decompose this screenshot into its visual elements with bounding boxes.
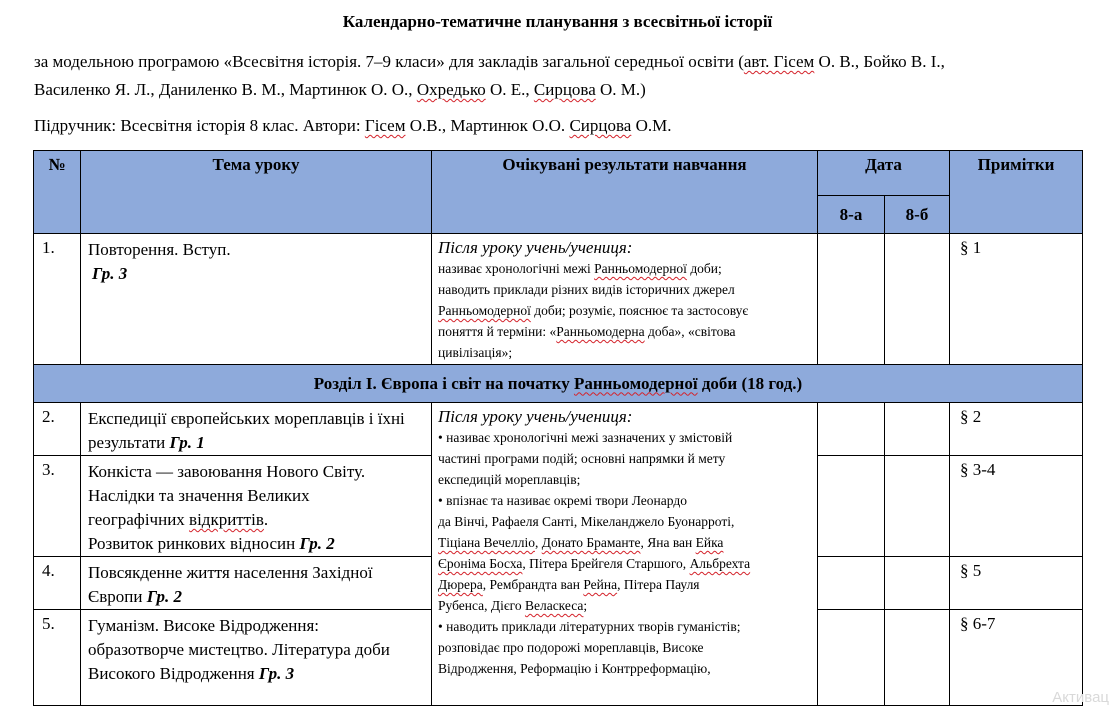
- activation-watermark: Активац: [1052, 689, 1109, 706]
- header-num: №: [34, 151, 81, 234]
- plan-table: [33, 150, 1083, 706]
- header-date-8a: 8-а: [818, 196, 885, 234]
- textbook-line: Підручник: Всесвітня історія 8 клас. Автори: Гісем О.В., Мартинюк О.О. Сирцова О.М.: [34, 116, 672, 135]
- row-topic: Повсякденне життя населення Західної Європи Гр. 2: [81, 557, 432, 610]
- intro-line-2: Василенко Я. Л., Даниленко В. М., Мартинюк О. О., Охредько О. Е., Сирцова О. М.): [34, 80, 646, 99]
- date-cell-8b: [885, 403, 950, 456]
- row-number: 2.: [34, 403, 81, 456]
- row-number: 5.: [34, 610, 81, 706]
- group-label: Гр. 2: [299, 534, 335, 553]
- row-topic: Експедиції європейських мореплавців і їхні результати Гр. 1: [81, 403, 432, 456]
- intro-line-1: за модельною програмою «Всесвітня історія. 7–9 класи» для закладів загальної середньої освіти (авт. Гісем О. В., Бойко В. І.,: [34, 52, 945, 71]
- row-note: § 3-4: [950, 456, 1083, 557]
- merged-results: Після уроку учень/учениця: • називає хронологічні межі зазначених у змістовій частині програми подій; основні напрямки й мету експедицій мореплавців; • впізнає та називає окремі твори Леонардо да Вінчі, Рафаеля Санті, Мікеланджело Буонарроті, Тіціана Вечелліо, Донато Браманте, Яна ван Ейка Єроніма Босха, Пітера Брейгеля Старшого, Альбрехта Дюрера, Рембрандта ван Рейна, Пітера Пауля Рубенса, Дієго Веласкеса; • наводить приклади літературних творів гуманістів; розповідає про подорожі мореплавців, Високе Відродження, Реформацію і Контрреформацію,: [432, 403, 818, 706]
- row-number: 4.: [34, 557, 81, 610]
- date-cell-8b: [885, 557, 950, 610]
- date-cell-8a: [818, 610, 885, 706]
- table-row: [34, 403, 1083, 456]
- row-topic: Гуманізм. Високе Відродження: образотворче мистецтво. Література доби Високого Відродження Гр. 3: [81, 610, 432, 706]
- date-cell-8b: [885, 234, 950, 365]
- header-date-8b: 8-б: [885, 196, 950, 234]
- row-note: § 6-7: [950, 610, 1083, 706]
- row-topic: Конкіста — завоювання Нового Світу. Наслідки та значення Великих географічних відкриттів. Розвиток ринкових відносин Гр. 2: [81, 456, 432, 557]
- group-label: Гр. 1: [169, 433, 205, 452]
- date-cell-8b: [885, 456, 950, 557]
- date-cell-8b: [885, 610, 950, 706]
- date-cell-8a: [818, 234, 885, 365]
- date-cell-8a: [818, 557, 885, 610]
- header-row: [34, 151, 1083, 196]
- row-number: 1.: [34, 234, 81, 365]
- section-title: Розділ І. Європа і світ на початку Ранньомодерної доби (18 год.): [34, 365, 1083, 403]
- group-label: Гр. 3: [258, 664, 295, 683]
- group-label: Гр. 3: [92, 264, 128, 283]
- group-label: Гр. 2: [146, 587, 182, 606]
- row-number: 3.: [34, 456, 81, 557]
- row-note: § 2: [950, 403, 1083, 456]
- header-results: Очікувані результати навчання: [432, 151, 818, 234]
- header-topic: Тема уроку: [81, 151, 432, 234]
- header-notes: Примітки: [950, 151, 1083, 234]
- section-row: [34, 365, 1083, 403]
- row-topic: Повторення. Вступ. Гр. 3: [81, 234, 432, 365]
- date-cell-8a: [818, 456, 885, 557]
- row-note: § 1: [950, 234, 1083, 365]
- table-row: [34, 234, 1083, 365]
- row-note: § 5: [950, 557, 1083, 610]
- intro-paragraph: [34, 48, 1094, 104]
- document-title: Календарно-тематичне планування з всесвітньої історії: [342, 12, 773, 31]
- row-results: Після уроку учень/учениця: називає хронологічні межі Ранньомодерної доби; наводить приклади різних видів історичних джерел Ранньомодерної доби; розуміє, пояснює та застосовує поняття й терміни: «Ранньомодерна доба», «світова цивілізація»;: [432, 234, 818, 365]
- header-date: Дата: [818, 151, 950, 196]
- date-cell-8a: [818, 403, 885, 456]
